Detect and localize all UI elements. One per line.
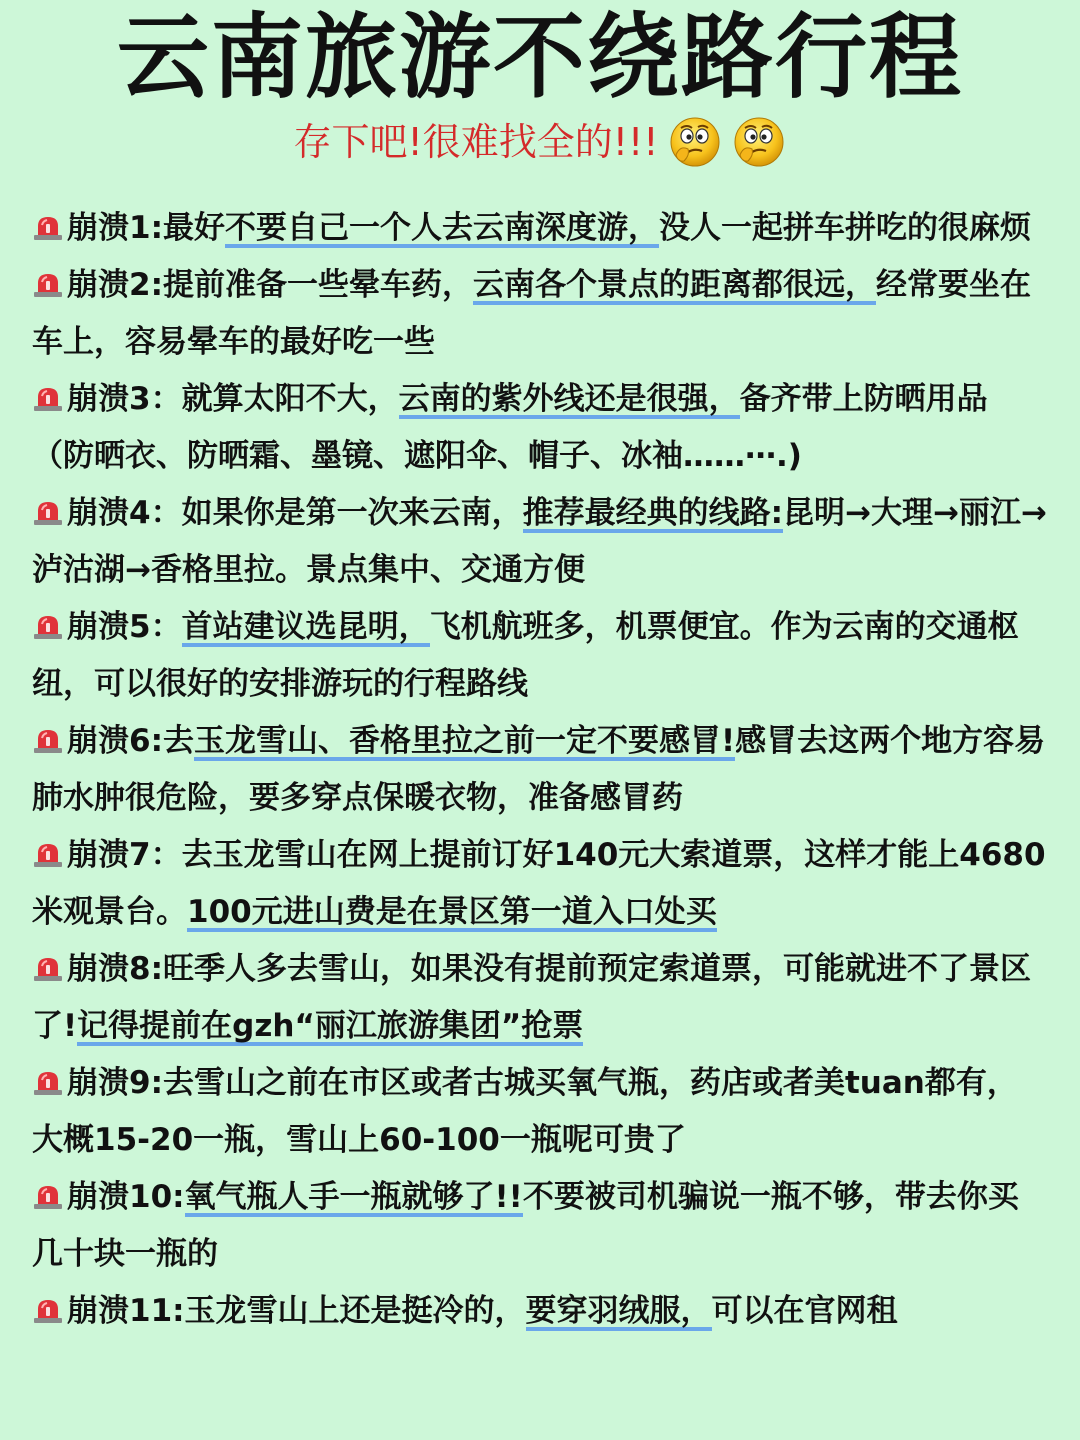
tip-text-rest: 经常要坐在车上，容易晕车的最好吃一些 — [32, 267, 1031, 360]
tip-item — [32, 485, 1048, 599]
page-title: 云南旅游不绕路行程 — [116, 4, 963, 111]
siren-icon — [32, 498, 64, 526]
tip-text-rest: 备齐带上防晒用品（防晒衣、防晒霜、墨镜、遮阳伞、帽子、冰袖……⋯.) — [32, 381, 988, 474]
tip-highlight: 云南的紫外线还是很强， — [399, 381, 740, 421]
tip-text-rest: 没人一起拼车拼吃的很麻烦 — [658, 210, 1031, 246]
siren-icon — [32, 1182, 64, 1210]
tip-highlight: 要穿羽绒服， — [526, 1293, 712, 1333]
tip-text: 如果你是第一次来云南， — [181, 495, 523, 531]
tip-label: 崩溃2: — [67, 267, 163, 303]
siren-icon — [32, 954, 64, 982]
tip-item — [32, 257, 1048, 371]
tip-item — [32, 941, 1048, 1055]
tip-label: 崩溃1: — [67, 210, 163, 246]
tip-text: 去 — [162, 723, 194, 759]
tip-text: 旺季人多去雪山，如果没有提前预定索道票，可能就进不了景区了! — [32, 951, 1031, 1044]
tip-text: 玉龙雪山上还是挺冷的， — [184, 1293, 526, 1329]
tip-item — [32, 827, 1048, 941]
tip-text-rest: 昆明→大理→丽江→泸沽湖→香格里拉。景点集中、交通方便 — [32, 495, 1047, 588]
tip-text-rest: 可以在官网租 — [711, 1293, 898, 1329]
tip-label: 崩溃7： — [67, 837, 182, 873]
tip-text-rest: 不要被司机骗说一瓶不够，带去你买几十块一瓶的 — [32, 1179, 1019, 1272]
tip-highlight: 氧气瓶人手一瓶就够了!! — [185, 1179, 523, 1219]
siren-icon — [32, 1296, 64, 1324]
tip-label: 崩溃10: — [67, 1179, 185, 1215]
siren-icon — [32, 726, 64, 754]
tip-highlight: 推荐最经典的线路: — [523, 495, 783, 535]
tip-label: 崩溃4： — [67, 495, 182, 531]
subtitle-row — [0, 114, 1080, 170]
tip-label: 崩溃11: — [67, 1293, 185, 1329]
tip-text: 去玉龙雪山在网上提前订好140元大索道票，这样才能上4680米观景台。 — [32, 837, 1046, 930]
siren-icon — [32, 270, 64, 298]
tip-text: 去雪山之前在市区或者古城买氧气瓶，药店或者美tuan都有，大概15-20一瓶，雪山上60-100一瓶呢可贵了 — [32, 1065, 1018, 1158]
tip-item — [32, 599, 1048, 713]
tip-label: 崩溃8: — [67, 951, 163, 987]
tip-item — [32, 200, 1048, 257]
siren-icon — [32, 213, 64, 241]
siren-icon — [32, 1068, 64, 1096]
tip-highlight: 不要自己一个人去云南深度游， — [225, 210, 659, 250]
tip-text-rest: 感冒去这两个地方容易肺水肿很危险，要多穿点保暖衣物，准备感冒药 — [32, 723, 1046, 816]
tip-label: 崩溃5： — [67, 609, 182, 645]
thinking-face-icon — [732, 115, 786, 169]
tip-item — [32, 713, 1048, 827]
tip-highlight: 记得提前在gzh“丽江旅游集团”抢票 — [77, 1008, 583, 1048]
tip-text-rest: 飞机航班多，机票便宜。作为云南的交通枢纽，可以很好的安排游玩的行程路线 — [32, 609, 1019, 702]
tip-item — [32, 371, 1048, 485]
tip-label: 崩溃6: — [67, 723, 163, 759]
tip-text: 最好 — [162, 210, 225, 246]
siren-icon — [32, 384, 64, 412]
subtitle: 存下吧!很难找全的!!! — [293, 120, 659, 164]
tip-item — [32, 1283, 1048, 1340]
tip-highlight: 玉龙雪山、香格里拉之前一定不要感冒! — [194, 723, 735, 763]
siren-icon — [32, 840, 64, 868]
thinking-face-icon — [668, 115, 722, 169]
tip-item — [32, 1169, 1048, 1283]
tip-label: 崩溃3： — [67, 381, 182, 417]
tip-label: 崩溃9: — [67, 1065, 163, 1101]
tip-text: 提前准备一些晕车药， — [162, 267, 473, 303]
tip-highlight: 100元进山费是在景区第一道入口处买 — [187, 894, 717, 934]
tip-highlight: 云南各个景点的距离都很远， — [473, 267, 876, 307]
tips-list — [32, 200, 1048, 1340]
tip-text: 就算太阳不大， — [181, 381, 399, 417]
tip-highlight: 首站建议选昆明， — [182, 609, 430, 649]
siren-icon — [32, 612, 64, 640]
tip-item — [32, 1055, 1048, 1169]
